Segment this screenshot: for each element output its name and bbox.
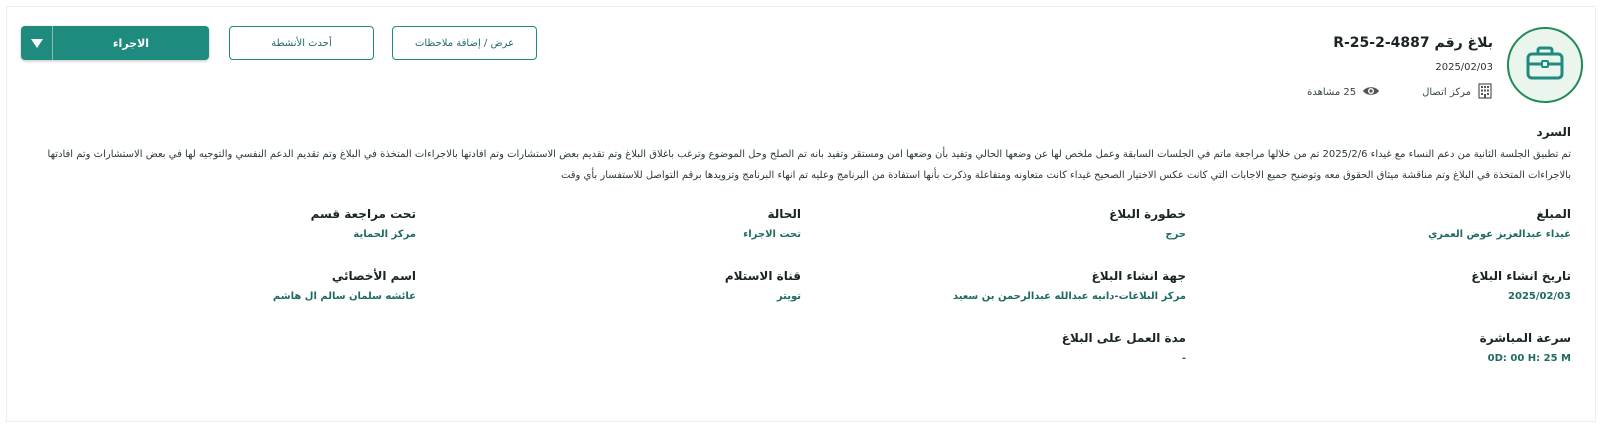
views-count: 25 مشاهدة bbox=[1307, 87, 1357, 98]
eye-icon bbox=[1362, 85, 1380, 100]
field-label: خطورة البلاغ bbox=[1109, 207, 1186, 221]
field-reporter bbox=[1211, 207, 1571, 240]
briefcase-icon bbox=[1525, 45, 1565, 85]
views-meta bbox=[1307, 85, 1380, 100]
report-card bbox=[6, 6, 1596, 422]
field-label: قناة الاستلام bbox=[724, 269, 801, 283]
field-value: 0D: 00 H: 25 M bbox=[1487, 353, 1571, 364]
field-value: 2025/02/03 bbox=[1508, 291, 1571, 302]
report-avatar bbox=[1507, 27, 1583, 103]
field-response-speed bbox=[1211, 331, 1571, 364]
field-channel bbox=[441, 269, 801, 302]
field-severity bbox=[826, 207, 1186, 240]
field-created-date bbox=[1211, 269, 1571, 302]
action-button-label: الاجراء bbox=[112, 36, 150, 50]
field-label: اسم الأخصائي bbox=[331, 269, 416, 283]
center-label: مركز اتصال bbox=[1422, 87, 1471, 98]
latest-activities-button[interactable]: أحدث الأنشطة bbox=[229, 26, 374, 60]
field-specialist bbox=[56, 269, 416, 302]
field-label: جهة انشاء البلاغ bbox=[1091, 269, 1186, 283]
building-icon bbox=[1477, 83, 1493, 102]
field-label: سرعة المباشرة bbox=[1479, 331, 1571, 345]
field-value: مركز البلاغات-دانيه عبدالله عبدالرحمن بن سعيد bbox=[952, 291, 1186, 302]
field-value: مركز الحماية bbox=[353, 229, 416, 240]
field-review bbox=[56, 207, 416, 240]
narrative-label: السرد bbox=[1536, 125, 1571, 139]
field-label: الحالة bbox=[767, 207, 801, 221]
field-label: المبلغ bbox=[1536, 207, 1571, 221]
field-work-duration bbox=[826, 331, 1186, 364]
field-value: غيداء عبدالعزيز عوض العمري bbox=[1428, 229, 1571, 240]
field-value: حرج bbox=[1165, 229, 1186, 240]
field-label: تحت مراجعة قسم bbox=[310, 207, 416, 221]
report-date: 2025/02/03 bbox=[1435, 62, 1493, 73]
field-value: عائشه سلمان سالم ال هاشم bbox=[272, 291, 416, 302]
actions-bar bbox=[21, 26, 537, 60]
action-dropdown-button[interactable] bbox=[21, 26, 209, 60]
center-meta bbox=[1422, 83, 1493, 102]
field-label: تاريخ انشاء البلاغ bbox=[1471, 269, 1571, 283]
narrative-text: تم تطبيق الجلسة الثانية من دعم النساء مع غيداء 2025/2/6 تم من خلالها مراجعة ماتم في الجلسات السابقة وعمل ملخص لها عن وضعها الحالي وتفيد بأن وضعها امن ومستقر وتفيد بانه تم الصلح وحل الموضوع وترغب باغلاق البلاغ وتم تقديم بعض الاستشارات وتم افادتها بالاجراءات المتخذة في البلاغ وتم تقديم الدعم النفسي والتوجيه لها في بعض الاستشارات وتم افادتها بالاجراءات المتخذة في البلاغ وتم مناقشة ميثاق الحقوق معه وتوضيح جميع الاجابات التي كانت عكس الاختيار الصحيح غيداء كانت متعاونه ومتفاعلة وذكرت بأنها استفادة من البرنامج وعليه تم انهاء البرنامج وتزويدها برقم التواصل للاستفسار بأي وقت bbox=[47, 149, 1571, 181]
report-meta bbox=[1307, 83, 1493, 102]
field-created-by bbox=[826, 269, 1186, 302]
notes-button[interactable]: عرض / إضافة ملاحظات bbox=[392, 26, 537, 60]
report-title: بلاغ رقم R-25-2-4887 bbox=[1333, 35, 1493, 51]
caret-down-icon[interactable] bbox=[21, 26, 53, 60]
field-status bbox=[441, 207, 801, 240]
field-value: - bbox=[1181, 353, 1186, 364]
field-label: مدة العمل على البلاغ bbox=[1061, 331, 1186, 345]
field-value: تويتر bbox=[776, 291, 801, 302]
field-value: تحت الاجراء bbox=[743, 229, 801, 240]
